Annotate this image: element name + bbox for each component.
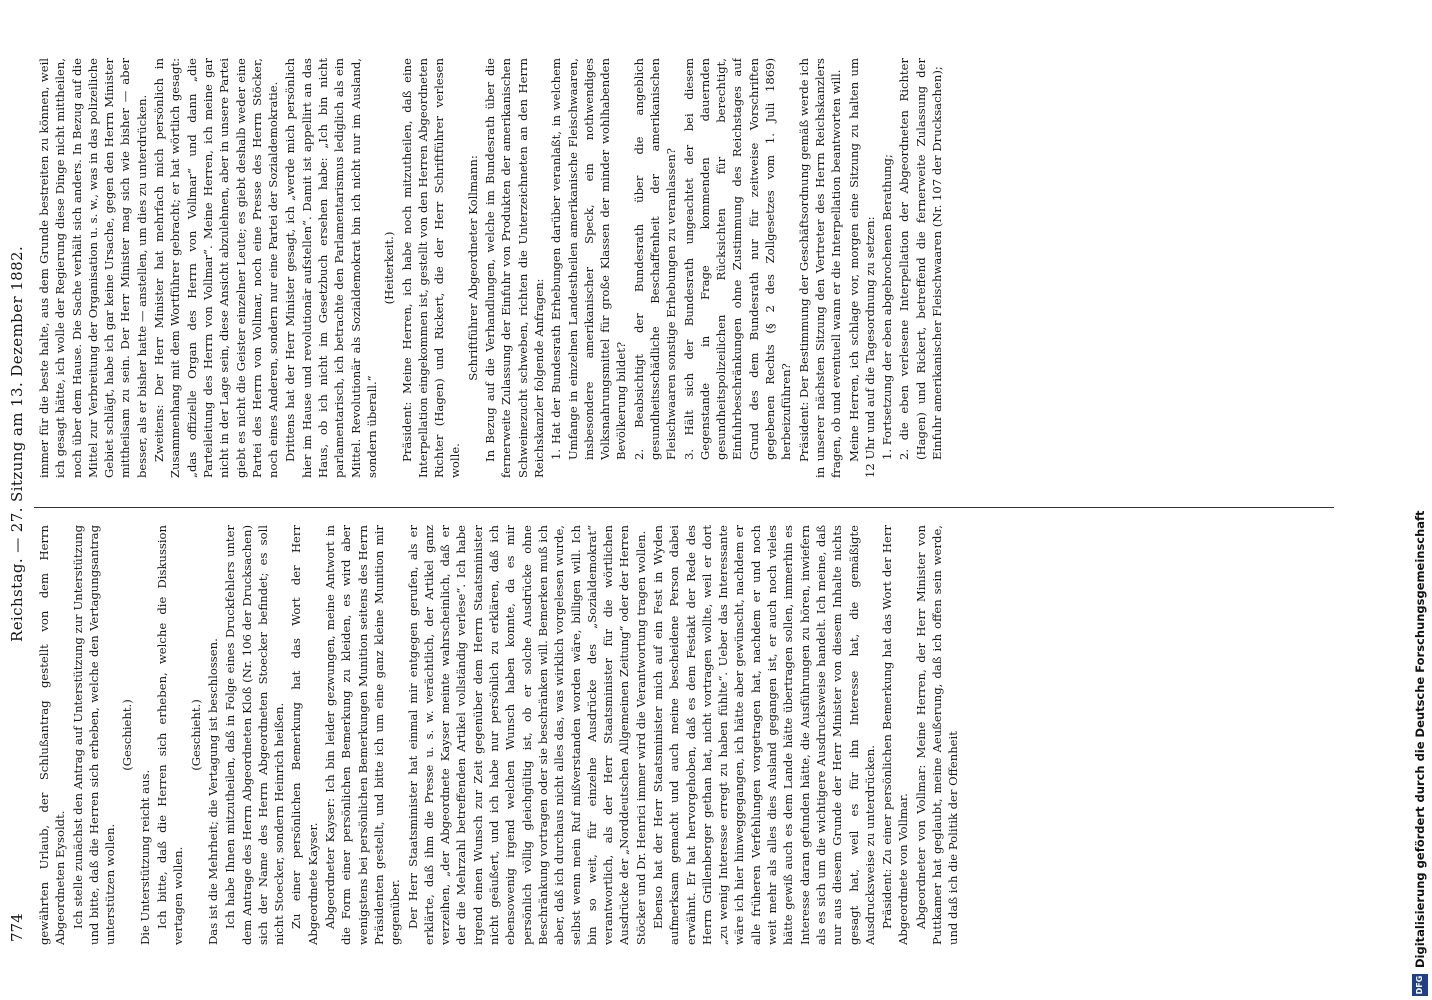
page-number: 774: [8, 913, 26, 942]
paragraph: Meine Herren, ich schlage vor, morgen eine Sitzung zu halten um 12 Uhr und auf die Tagesordnung zu setzen:: [846, 58, 877, 478]
list-item: 1. Fortsetzung der eben abgebrochenen Berathung;: [880, 154, 895, 460]
paragraph: Zu einer persönlichen Bemerkung hat das Wort der Herr Abgeordnete Kayser.: [289, 525, 320, 945]
paragraph: Das ist die Mehrheit; die Vertagung ist beschlossen.: [205, 638, 220, 945]
paragraph: Zweitens: Der Herr Minister hat mehrfach mich persönlich in Zusammenhang mit dem Wortführer gebracht; er hat wörtlich gesagt: „das offizielle Organ des Herrn von Vollmar“ und dann „die Parteileitung des Herrn von Vollmar“. Meine Herren, ich meine gar nicht in der Lage sein, diese Ansicht abzulehnen, aber in unsere Partei giebt es nicht die Geister einzelner Leute; es giebt deshalb weder eine Partei des Herrn von Vollmar, noch eine Presse des Herrn Stöcker, noch eines Anderen, sondern nur eine Partei der Sozialdemokratie.: [152, 58, 281, 478]
paragraph: Ebenso hat der Herr Staatsminister mich auf ein Fest in Wyden aufmerksam gemacht und auch meine bescheidene Person dabei erwähnt. Er hat hervorgehoben, daß es dem Festakt der Rede des Herrn Grillenberger gethan hat, nicht vortragen wollte, weil er dort „zu wenig Interesse erregt zu haben fühlte“. Ueber das Interessante wäre ich hier hinweggegangen, ich hätte aber gewünscht, nachdem er alle früheren Verfehlungen vorgetragen hat, nachdem er und noch weit mehr als alles dies Ausland gegangen ist, er auch noch vieles hätte gewiß auch es dem Lande hätte übertragen sollen, immerhin es Interesse daran gefunden hätte, die Ausführungen zu hören, inwiefern als es sich um die wichtigere Ausdrucksweise handelt. Ich meine, daß nur aus diesem Grunde der Herr Minister von diesem Inhalte nichts gesagt hat, weil es für ihn Interesse hat, die gemäßigte Ausdrucksweise zu unterdrücken.: [650, 525, 877, 945]
paragraph: Ich stelle zunächst den Antrag auf Unterstützung zur Unterstützung und bitte, daß die Herren sich erheben, welche den Vertagungsantrag unterstützen wollen.: [70, 525, 118, 945]
paragraph: Ich bitte, daß die Herren sich erheben, welche die Diskussion vertagen wollen.: [155, 525, 186, 945]
list-item: 2. die eben verlesene Interpellation der Abgeordneten Richter (Hagen) und Rickert, betreffend die fernerweite Zulassung der Einfuhr amerikanischer Fleischwaaren (Nr. 107 der Drucksachen);: [897, 58, 945, 460]
stage-direction: (Geschieht.): [188, 699, 203, 771]
stage-direction: (Geschieht.): [120, 699, 135, 771]
paragraph: gewährten Urlaub, der Schlußantrag gestellt von dem Herrn Abgeordneten Eysoldt.: [37, 525, 68, 945]
right-column: [36, 58, 1326, 478]
left-column: [36, 525, 1326, 945]
page-header: [8, 52, 30, 942]
speaker-heading: Schriftführer Abgeordneter Kollmann:: [465, 155, 480, 381]
speech: Präsident: Zu einer persönlichen Bemerkung hat das Wort der Herr Abgeordnete von Vollmar.: [880, 525, 911, 945]
speech: Präsident: Meine Herren, ich habe noch mitzutheilen, daß eine Interpellation eingekommen ist, gestellt von den Herren Abgeordneten Richter (Hagen) und Rickert, die der Herr Schriftführer verlesen wolle.: [399, 58, 463, 478]
paragraph: Drittens hat der Herr Minister gesagt, ich „werde mich persönlich hier im Hause und revolutionär aufstellen“. Damit ist appellirt an das Haus, ob ich nicht im Gesetzbuch ersehen habe: „Ich bin nicht parlamentarisch, ich betrachte den Parlamentarismus lediglich als ein Mittel. Revolutionär als Sozialdemokrat bin ich nicht nur im Ausland, sondern überall.“: [283, 58, 379, 478]
speech: Abgeordneter Kayser: Ich bin leider gezwungen, meine Antwort in die Form einer persönlichen Bemerkung zu kleiden, es wird aber wenigstens bei persönlichen Bemerkungen Munition seitens des Herrn Präsidenten gestellt, und bitte ich um eine ganz kleine Munition mir gegenüber.: [323, 525, 403, 945]
dfg-logo-icon: DFG: [1412, 974, 1428, 996]
page-title: Reichstag. — 27. Sitzung am 13. Dezember 1882.: [8, 245, 26, 642]
paragraph: Der Herr Staatsminister hat einmal mir entgegen gerufen, als er erklärte, daß ihm die Presse u. s. w. verächtlich, der Artikel ganz verzeihen, „der Abgeordnete Kayser meinte wahrscheinlich, daß er der die Mehrzahl betreffenden Artikel vollständig verlese“. Ich habe irgend einen Wunsch zur Zeit gegenüber dem Herrn Staatsminister nicht geäußert, und ich habe nur persönlich zu erklären, daß ich ebensowenig irgend welchen Wunsch haben konnte, da es mir persönlich völlig gleichgültig ist, ob er solche Ausdrücke ohne Beschränkung vortragen oder sie beschränken will. Bemerken muß ich aber, daß ich durchaus nicht alles das, was wirklich vorgelesen wurde, selbst wenn mein Ruf mißverstanden worden wäre, billigen will. Ich bin so weit, für einzelne Ausdrücke des „Sozialdemokrat“ verantwortlich, als der Herr Staatsminister für die wörtlichen Ausdrücke der „Norddeutschen Allgemeinen Zeitung“ oder der Herren Stöcker und Dr. Henrici immer wird die Verantwortung tragen wollen.: [405, 525, 648, 945]
column-divider: [34, 507, 1334, 508]
speech: Präsident: Der Bestimmung der Geschäftsordnung gemäß werde ich in unserer nächsten Sitzung den Vertreter des Herrn Reichskanzlers fragen, ob und eventuell wann er die Interpellation beantworten will.: [796, 58, 844, 478]
digitization-footer: [1408, 0, 1432, 1000]
paragraph: immer für die beste halte, aus dem Grunde bestreiten zu können, weil ich gesagt hätte, ich wolle der Regierung diese Dinge nicht mittheilen, noch über dem Hause. Die Sache verhält sich anders. In Bezug auf die Mittel zur Verbreitung der Organisation u. s. w., was in das polizeiliche Gebiet schlägt, habe ich gar keine Ursache, gegen den Herrn Minister mittheilsam zu sein. Der Herr Minister mag sich wie bisher — aber besser, als er bisher hatte — anstellen, um dies zu unterdrücken.: [37, 58, 149, 478]
list-item: 1. Hat der Bundesrath Erhebungen darüber veranlaßt, in welchem Umfange in einzelnen Landestheilen amerikanische Fleischwaaren, insbesondere amerikanischer Speck, ein nothwendiges Volksnahrungsmittel für große Klassen der minder wohlhabenden Bevölkerung bildet?: [549, 58, 629, 460]
paragraph: Die Unterstützung reicht aus.: [137, 769, 152, 945]
paragraph: Ich habe Ihnen mitzutheilen, daß in Folge eines Druckfehlers unter dem Antrage des Herrn Abgeordneten Kloß (Nr. 106 der Drucksachen) sich der Name des Herrn Abgeordneten Stoecker befindet; es soll nicht Stoecker, sondern Heinrich heißen.: [223, 525, 287, 945]
speech: Abgeordneter von Vollmar: Meine Herren, der Herr Minister von Puttkamer hat geglaubt, meine Aeußerung, daß ich offen sein werde, und daß ich die Politik der Offenheit: [913, 525, 961, 945]
stage-direction: (Heiterkeit.): [382, 231, 397, 305]
paragraph: In Bezug auf die Verhandlungen, welche im Bundesrath über die fernerweite Zulassung der Einfuhr von Produkten der amerikanischen Schweinezucht schweben, richten die Unterzeichneten an den Herrn Reichskanzler folgende Anfragen:: [483, 58, 546, 478]
digitization-credit: Digitalisierung gefördert durch die Deutsche Forschungsgemeinschaft: [1413, 510, 1427, 968]
list-item: 3. Hält sich der Bundesrath ungeachtet der bei diesem Gegenstande in Frage kommenden dauernden gesundheitspolizeilichen Rücksichten für berechtigt, Einfuhrbeschränkungen ohne Zustimmung des Reichstages auf Grund des dem Bundesrath nur für zeitweise Vorschriften gegebenen Rechts (§ 2 des Zollgesetzes vom 1. Juli 1869) herbeizuführen?: [681, 58, 794, 460]
list-item: 2. Beabsichtigt der Bundesrath über die angeblich gesundheitsschädliche Beschaffenheit der amerikanischen Fleischwaaren sonstige Erhebungen zu veranlassen?: [631, 58, 679, 460]
